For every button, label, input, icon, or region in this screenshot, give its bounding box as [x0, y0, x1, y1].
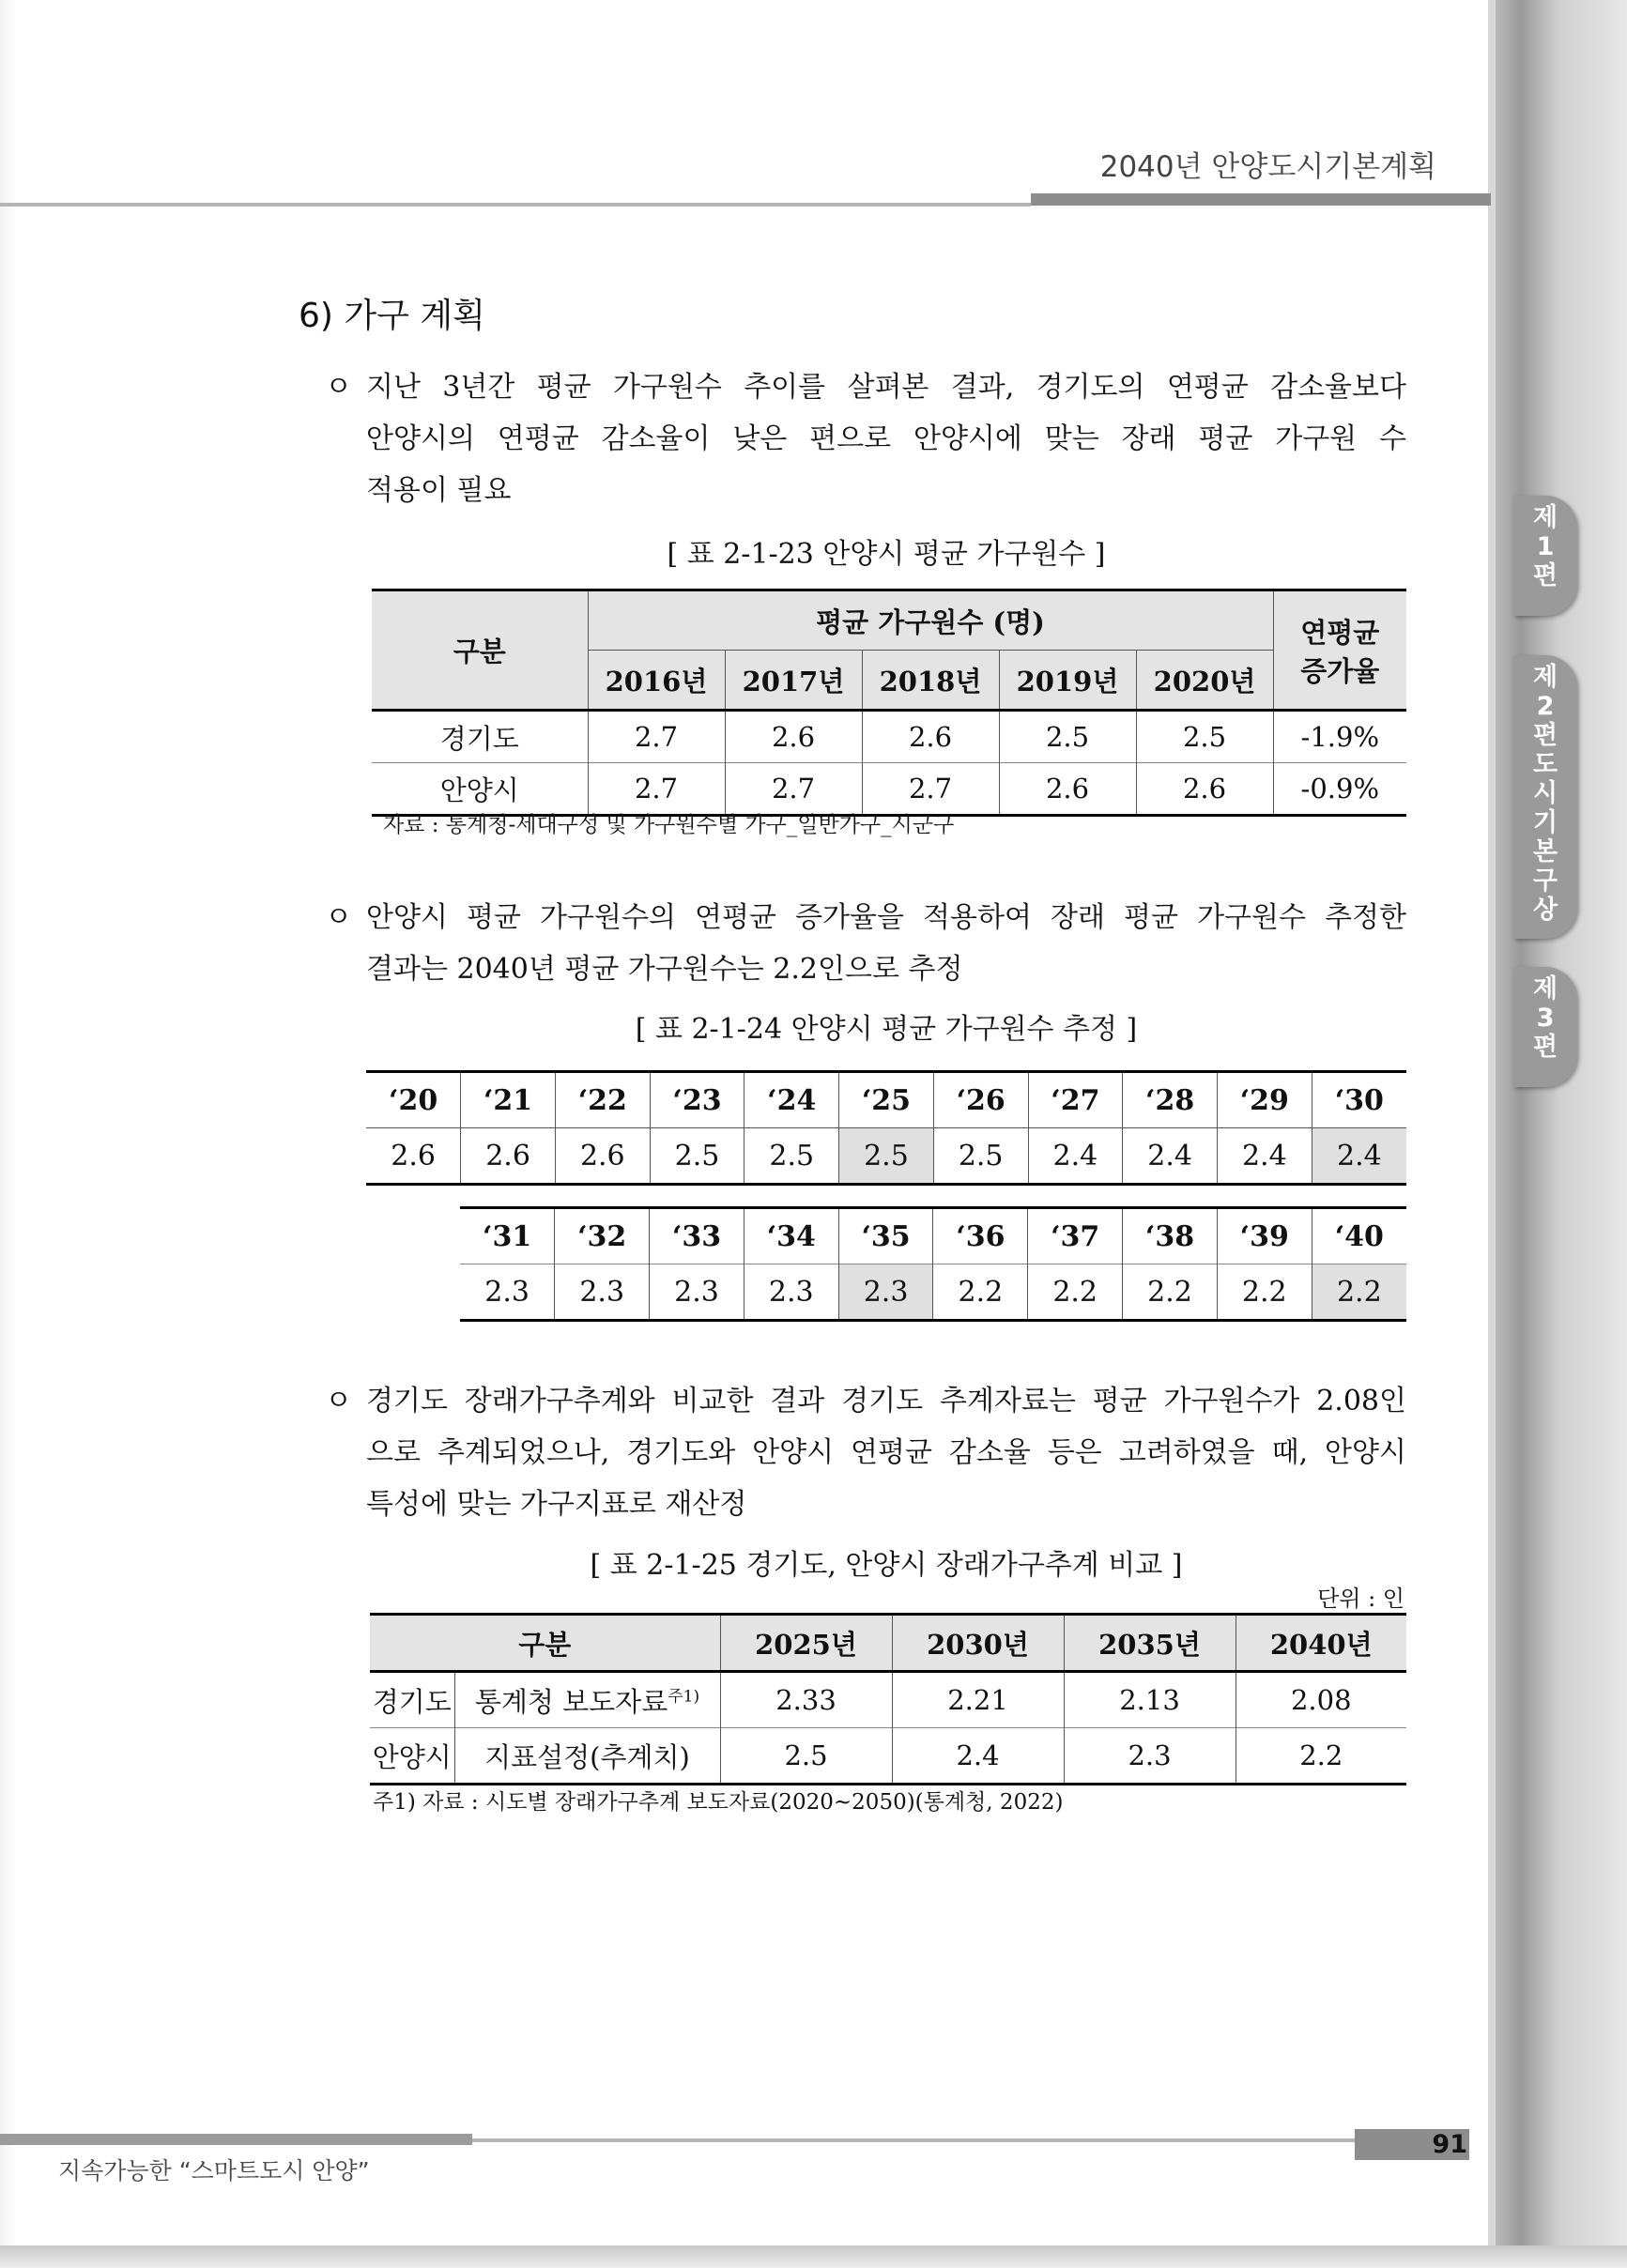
col-header-year: ‘34 [744, 1208, 838, 1264]
col-header-year: ‘32 [555, 1208, 650, 1264]
cell-value: 2.3 [555, 1264, 650, 1321]
tab-char: 편 [1532, 1033, 1558, 1062]
row-region: 경기도 [370, 1672, 454, 1728]
col-header-year: ‘39 [1217, 1208, 1312, 1264]
row-label-text: 통계청 보도자료 [474, 1685, 668, 1718]
cell-value-highlight: 2.3 [838, 1264, 933, 1321]
footer-rule-bar [0, 2134, 472, 2145]
cell-value: 2.33 [720, 1672, 892, 1728]
cell-value: 2.6 [461, 1128, 556, 1185]
cell-value: 2.6 [555, 1128, 650, 1185]
table3-unit: 단위 : 인 [1317, 1586, 1404, 1612]
footer-tagline: 지속가능한 “스마트도시 안양” [58, 2157, 370, 2184]
col-header-year: 2035년 [1064, 1615, 1236, 1672]
cell-value: 2.5 [1136, 711, 1273, 763]
running-header-title: 2040년 안양도시기본계획 [1099, 150, 1436, 184]
cell-value: 2.2 [1217, 1264, 1312, 1321]
col-header-category: 구분 [370, 1615, 720, 1672]
tab-char: 1 [1536, 532, 1555, 561]
col-header-year: ‘35 [838, 1208, 933, 1264]
cell-value: 2.5 [744, 1128, 839, 1185]
col-header-group: 평균 가구원수 (명) [588, 590, 1273, 651]
projection-comparison-table [370, 1613, 1406, 1785]
table1-source: 자료 : 통계청-세대구성 및 가구원수별 가구_일반가구_시군구 [383, 813, 955, 837]
row-label: 경기도 [372, 711, 588, 763]
cell-value: 2.3 [650, 1264, 744, 1321]
table2-caption: [ 표 2-1-24 안양시 평균 가구원수 추정 ] [635, 1013, 1138, 1046]
col-header-rate-line: 증가율 [1300, 654, 1380, 687]
col-header-year: ‘26 [933, 1072, 1028, 1128]
row-label: 지표설정(추계치) [454, 1728, 720, 1785]
tab-char: 도 [1532, 750, 1558, 779]
cell-value: 2.4 [1217, 1128, 1312, 1185]
tab-char: 3 [1536, 1004, 1555, 1033]
col-header-year: ‘23 [650, 1072, 744, 1128]
cell-value: 2.3 [460, 1264, 555, 1321]
page-shadow [1493, 0, 1627, 2268]
page-edge [1488, 0, 1496, 2268]
tab-char: 제 [1532, 974, 1558, 1004]
cell-value: 2.6 [725, 711, 862, 763]
paragraph-line: 안양시의 연평균 감소율이 낮은 편으로 안양시에 맞는 장래 평균 가구원 수 [366, 422, 1406, 455]
tab-char: 시 [1532, 779, 1558, 808]
tab-char: 제 [1532, 503, 1558, 532]
paragraph-line: 경기도 장래가구추계와 비교한 결과 경기도 추계자료는 평균 가구원수가 2.08인 [366, 1385, 1406, 1418]
bullet-icon: ㅇ [325, 901, 352, 934]
page-left-edge [0, 0, 17, 2268]
paragraph-line: 적용이 필요 [366, 474, 512, 507]
tab-char: 기 [1532, 808, 1558, 837]
col-header-rate [1273, 590, 1406, 711]
tab-char: 편 [1532, 561, 1558, 590]
cell-value: 2.6 [999, 763, 1136, 816]
table-row [370, 1728, 1406, 1785]
row-label [454, 1672, 720, 1728]
table3-source: 주1) 자료 : 시도별 장래가구추계 보도자료(2020~2050)(통계청, 2022) [373, 1790, 1064, 1815]
row-label: 안양시 [372, 763, 588, 816]
cell-value-highlight: 2.5 [839, 1128, 934, 1185]
col-header-year: 2017년 [725, 651, 862, 711]
side-tab-part-2[interactable] [1513, 655, 1577, 939]
cell-value: 2.08 [1236, 1672, 1406, 1728]
cell-value: 2.5 [650, 1128, 744, 1185]
projection-table-2020-2030 [366, 1070, 1406, 1186]
col-header-year: ‘31 [483, 1219, 532, 1253]
paragraph-line: 지난 3년간 평균 가구원수 추이를 살펴본 결과, 경기도의 연평균 감소율보다 [366, 371, 1406, 404]
cell-value-highlight: 2.2 [1312, 1264, 1406, 1321]
col-header-year: ‘24 [744, 1072, 839, 1128]
cell-value-highlight: 2.4 [1312, 1128, 1406, 1185]
projection-table-2031-2040 [460, 1206, 1406, 1322]
side-tab-part-1[interactable] [1513, 496, 1577, 616]
cell-value: 2.4 [1123, 1128, 1218, 1185]
cell-value: 2.2 [1123, 1264, 1218, 1321]
cell-value: 2.2 [933, 1264, 1028, 1321]
cell-rate: -1.9% [1273, 711, 1406, 763]
footnote-marker: 주1) [668, 1686, 700, 1706]
col-header-year: 2020년 [1136, 651, 1273, 711]
cell-value: 2.21 [892, 1672, 1064, 1728]
page-number: 91 [1432, 2130, 1467, 2159]
col-header-year: 2040년 [1236, 1615, 1406, 1672]
paragraph-line: 안양시 평균 가구원수의 연평균 증가율을 적용하여 장래 평균 가구원수 추정한 [366, 901, 1406, 934]
col-header-year: ‘27 [1028, 1072, 1123, 1128]
col-header-category: 구분 [372, 590, 588, 711]
paragraph-3 [325, 1375, 1406, 1530]
tab-char: 편 [1532, 721, 1558, 750]
side-tab-part-3[interactable] [1513, 967, 1577, 1087]
cell-value: 2.3 [1064, 1728, 1236, 1785]
page-shadow-bottom [0, 2245, 1627, 2268]
row-region: 안양시 [370, 1728, 454, 1785]
tab-char: 2 [1536, 692, 1555, 721]
paragraph-2 [325, 892, 1406, 995]
section-title: 6) 가구 계획 [299, 297, 485, 335]
col-header-year: ‘29 [1217, 1072, 1312, 1128]
cell-value: 2.3 [744, 1264, 838, 1321]
table-row [366, 1128, 1406, 1185]
col-header-year: ‘37 [1028, 1208, 1123, 1264]
header-rule [0, 203, 1031, 207]
cell-value: 2.4 [1028, 1128, 1123, 1185]
cell-value: 2.6 [1136, 763, 1273, 816]
footer-rule [472, 2138, 1355, 2142]
col-header-year: ‘30 [1312, 1072, 1406, 1128]
cell-rate: -0.9% [1273, 763, 1406, 816]
col-header-year: 2019년 [999, 651, 1136, 711]
paragraph-line: 특성에 맞는 가구지표로 재산정 [366, 1488, 747, 1521]
col-header-rate-line: 연평균 [1300, 616, 1380, 649]
col-header-year: ‘20 [366, 1072, 461, 1128]
tab-char: 구 [1532, 866, 1558, 896]
cell-value: 2.7 [725, 763, 862, 816]
cell-value: 2.5 [933, 1128, 1028, 1185]
cell-value: 2.2 [1236, 1728, 1406, 1785]
tab-char: 상 [1532, 896, 1558, 925]
bullet-icon: ㅇ [325, 1385, 352, 1418]
table-row [370, 1672, 1406, 1728]
tab-char: 본 [1532, 837, 1558, 866]
col-header-year: ‘25 [839, 1072, 934, 1128]
table1-caption: [ 표 2-1-23 안양시 평균 가구원수 ] [667, 538, 1106, 571]
cell-value: 2.4 [892, 1728, 1064, 1785]
col-header-year: 2025년 [720, 1615, 892, 1672]
col-header-year: ‘36 [933, 1208, 1028, 1264]
cell-value: 2.6 [366, 1128, 461, 1185]
cell-value: 2.6 [862, 711, 999, 763]
col-header-year: ‘28 [1123, 1072, 1218, 1128]
table-row [372, 711, 1406, 763]
cell-value: 2.7 [588, 711, 725, 763]
col-header-year: ‘21 [461, 1072, 556, 1128]
table-row [460, 1264, 1406, 1321]
cell-value: 2.7 [588, 763, 725, 816]
cell-value: 2.7 [862, 763, 999, 816]
col-header-year: ‘33 [650, 1208, 744, 1264]
cell-value: 2.5 [999, 711, 1136, 763]
table3-caption: [ 표 2-1-25 경기도, 안양시 장래가구추계 비교 ] [590, 1549, 1183, 1582]
bullet-icon: ㅇ [325, 371, 352, 404]
header-rule-bar [1031, 193, 1491, 206]
cell-value: 2.5 [720, 1728, 892, 1785]
col-header-year: 2030년 [892, 1615, 1064, 1672]
col-header-year: ‘38 [1123, 1208, 1218, 1264]
cell-value: 2.13 [1064, 1672, 1236, 1728]
paragraph-line: 결과는 2040년 평균 가구원수는 2.2인으로 추정 [366, 953, 963, 986]
paragraph-line: 으로 추계되었으나, 경기도와 안양시 연평균 감소율 등은 고려하였을 때, 안양시 [366, 1436, 1406, 1469]
cell-value: 2.2 [1028, 1264, 1123, 1321]
household-size-table [372, 589, 1406, 817]
col-header-year: 2016년 [588, 651, 725, 711]
col-header-year: ‘40 [1312, 1208, 1406, 1264]
tab-char: 제 [1532, 663, 1558, 692]
paragraph-1 [325, 361, 1406, 516]
col-header-year: ‘22 [555, 1072, 650, 1128]
col-header-year: 2018년 [862, 651, 999, 711]
